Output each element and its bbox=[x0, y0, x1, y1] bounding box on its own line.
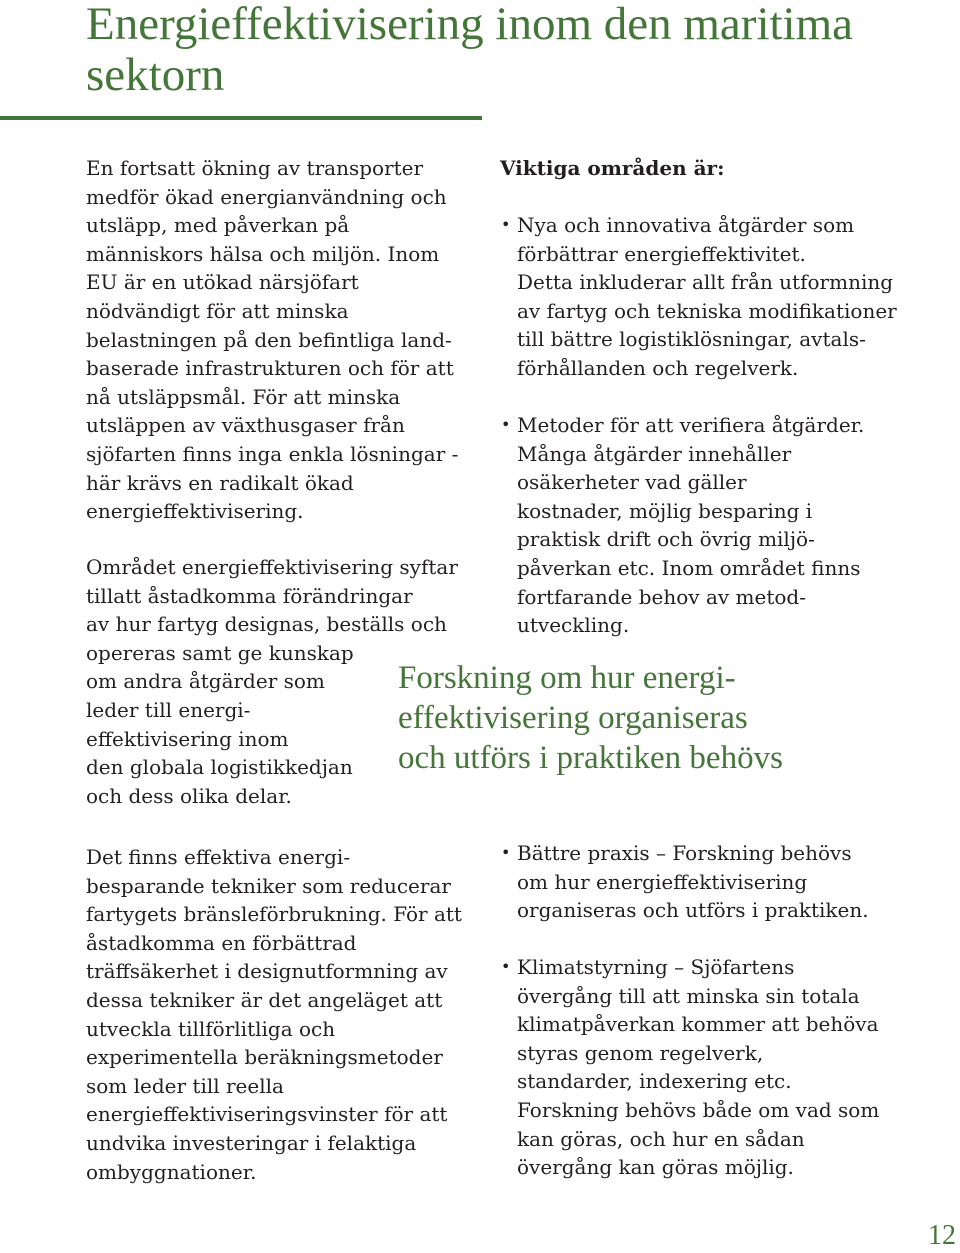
text-line: effektivisering inom bbox=[86, 726, 289, 751]
text-line: den globala logistikkedjan bbox=[86, 755, 353, 780]
text-line: förbättrar energieffektivitet. bbox=[517, 241, 806, 266]
text-line: utsläpp, med påverkan på bbox=[86, 213, 350, 238]
text-line: organiseras och utförs i praktiken. bbox=[517, 898, 869, 923]
text-line: fortfarande behov av metod- bbox=[517, 584, 806, 609]
text-line: kan göras, och hur en sådan bbox=[517, 1126, 805, 1151]
text-line: opereras samt ge kunskap bbox=[86, 640, 354, 665]
quote-line: och utförs i praktiken behövs bbox=[398, 740, 783, 776]
text-line: och dess olika delar. bbox=[86, 783, 292, 808]
text-line: människors hälsa och miljön. Inom bbox=[86, 241, 440, 266]
text-line: energieffektivisering. bbox=[86, 499, 304, 524]
text-line: påverkan etc. Inom området finns bbox=[517, 555, 861, 580]
text-line: om andra åtgärder som bbox=[86, 669, 325, 694]
text-line: utveckling. bbox=[517, 613, 630, 638]
section-heading bbox=[500, 154, 724, 183]
text-line: Detta inkluderar allt från utformning bbox=[517, 270, 894, 295]
text-line: övergång till att minska sin totala bbox=[517, 983, 860, 1008]
heading-text: Viktiga områden är: bbox=[500, 156, 725, 180]
bullet-item-new-measures bbox=[501, 211, 897, 383]
text-line: besparande tekniker som reducerar bbox=[86, 873, 451, 898]
pull-quote bbox=[398, 658, 783, 778]
text-line: Klimatstyrning – Sjöfartens bbox=[517, 955, 795, 979]
text-line: dessa tekniker är det angeläget att bbox=[86, 987, 443, 1012]
quote-line: Forskning om hur energi- bbox=[398, 660, 736, 696]
text-line: nå utsläppsmål. För att minska bbox=[86, 384, 401, 409]
text-line: övergång kan göras möjlig. bbox=[517, 1155, 794, 1180]
text-line: tillatt åstadkomma förändringar bbox=[86, 583, 413, 608]
text-line: ombyggnationer. bbox=[86, 1159, 257, 1184]
text-line: utveckla tillförlitliga och bbox=[86, 1016, 336, 1041]
text-line: Området energieffektivisering syftar bbox=[86, 555, 458, 579]
bullet-item-best-practice bbox=[501, 839, 869, 925]
bullet-item-climate-governance bbox=[501, 953, 880, 1182]
text-line: styras genom regelverk, bbox=[517, 1040, 764, 1065]
text-line: klimatpåverkan kommer att behöva bbox=[517, 1012, 879, 1037]
text-line: En fortsatt ökning av transporter bbox=[86, 156, 424, 180]
bullet-item-verification bbox=[501, 411, 865, 640]
text-line: experimentella beräkningsmetoder bbox=[86, 1045, 443, 1070]
title-line: sektorn bbox=[86, 49, 225, 101]
title-divider bbox=[0, 116, 482, 120]
text-line: standarder, indexering etc. bbox=[517, 1069, 792, 1094]
text-line: undvika investeringar i felaktiga bbox=[86, 1130, 417, 1155]
text-line: förhållanden och regelverk. bbox=[517, 355, 799, 380]
text-line: praktisk drift och övrig miljö- bbox=[517, 527, 815, 552]
text-line: energieffektiviseringsvinster för att bbox=[86, 1102, 448, 1127]
text-line: sjöfarten finns inga enkla lösningar - bbox=[86, 441, 459, 466]
page-number: 12 bbox=[928, 1220, 956, 1251]
text-line: leder till energi- bbox=[86, 697, 251, 722]
bullet-icon: • bbox=[501, 215, 511, 234]
text-line: till bättre logistiklösningar, avtals- bbox=[517, 327, 866, 352]
bullet-icon: • bbox=[501, 957, 511, 976]
text-line: Nya och innovativa åtgärder som bbox=[517, 213, 855, 237]
text-line: belastningen på den befintliga land- bbox=[86, 327, 452, 352]
text-line: här krävs en radikalt ökad bbox=[86, 470, 354, 495]
text-line: av fartyg och tekniska modifikationer bbox=[517, 298, 897, 323]
bullet-icon: • bbox=[501, 415, 511, 434]
text-line: av hur fartyg designas, beställs och bbox=[86, 612, 447, 637]
text-line: medför ökad energianvändning och bbox=[86, 184, 447, 209]
techniques-paragraph bbox=[86, 843, 462, 1186]
text-line: Metoder för att verifiera åtgärder. bbox=[517, 413, 865, 437]
title-line: Energieffektivisering inom den maritima bbox=[86, 0, 854, 50]
text-line: baserade infrastrukturen och för att bbox=[86, 356, 454, 381]
bullet-icon: • bbox=[501, 843, 511, 862]
text-line: åstadkomma en förbättrad bbox=[86, 930, 357, 955]
text-line: fartygets bränsleförbrukning. För att bbox=[86, 902, 462, 927]
text-line: kostnader, möjlig besparing i bbox=[517, 498, 813, 523]
text-line: Många åtgärder innehåller bbox=[517, 441, 792, 466]
text-line: Det finns effektiva energi- bbox=[86, 845, 351, 869]
text-line: Forskning behövs både om vad som bbox=[517, 1097, 880, 1122]
text-line: Bättre praxis – Forskning behövs bbox=[517, 841, 852, 865]
quote-line: effektivisering organiseras bbox=[398, 700, 748, 736]
text-line: som leder till reella bbox=[86, 1073, 284, 1098]
text-line: osäkerheter vad gäller bbox=[517, 470, 747, 495]
page-title bbox=[86, 0, 853, 101]
text-line: nödvändigt för att minska bbox=[86, 298, 349, 323]
text-line: träffsäkerhet i designutformning av bbox=[86, 959, 448, 984]
intro-paragraph bbox=[86, 154, 458, 526]
text-line: utsläppen av växthusgaser från bbox=[86, 413, 405, 438]
text-line: om hur energieffektivisering bbox=[517, 869, 808, 894]
text-line: EU är en utökad närsjöfart bbox=[86, 270, 359, 295]
